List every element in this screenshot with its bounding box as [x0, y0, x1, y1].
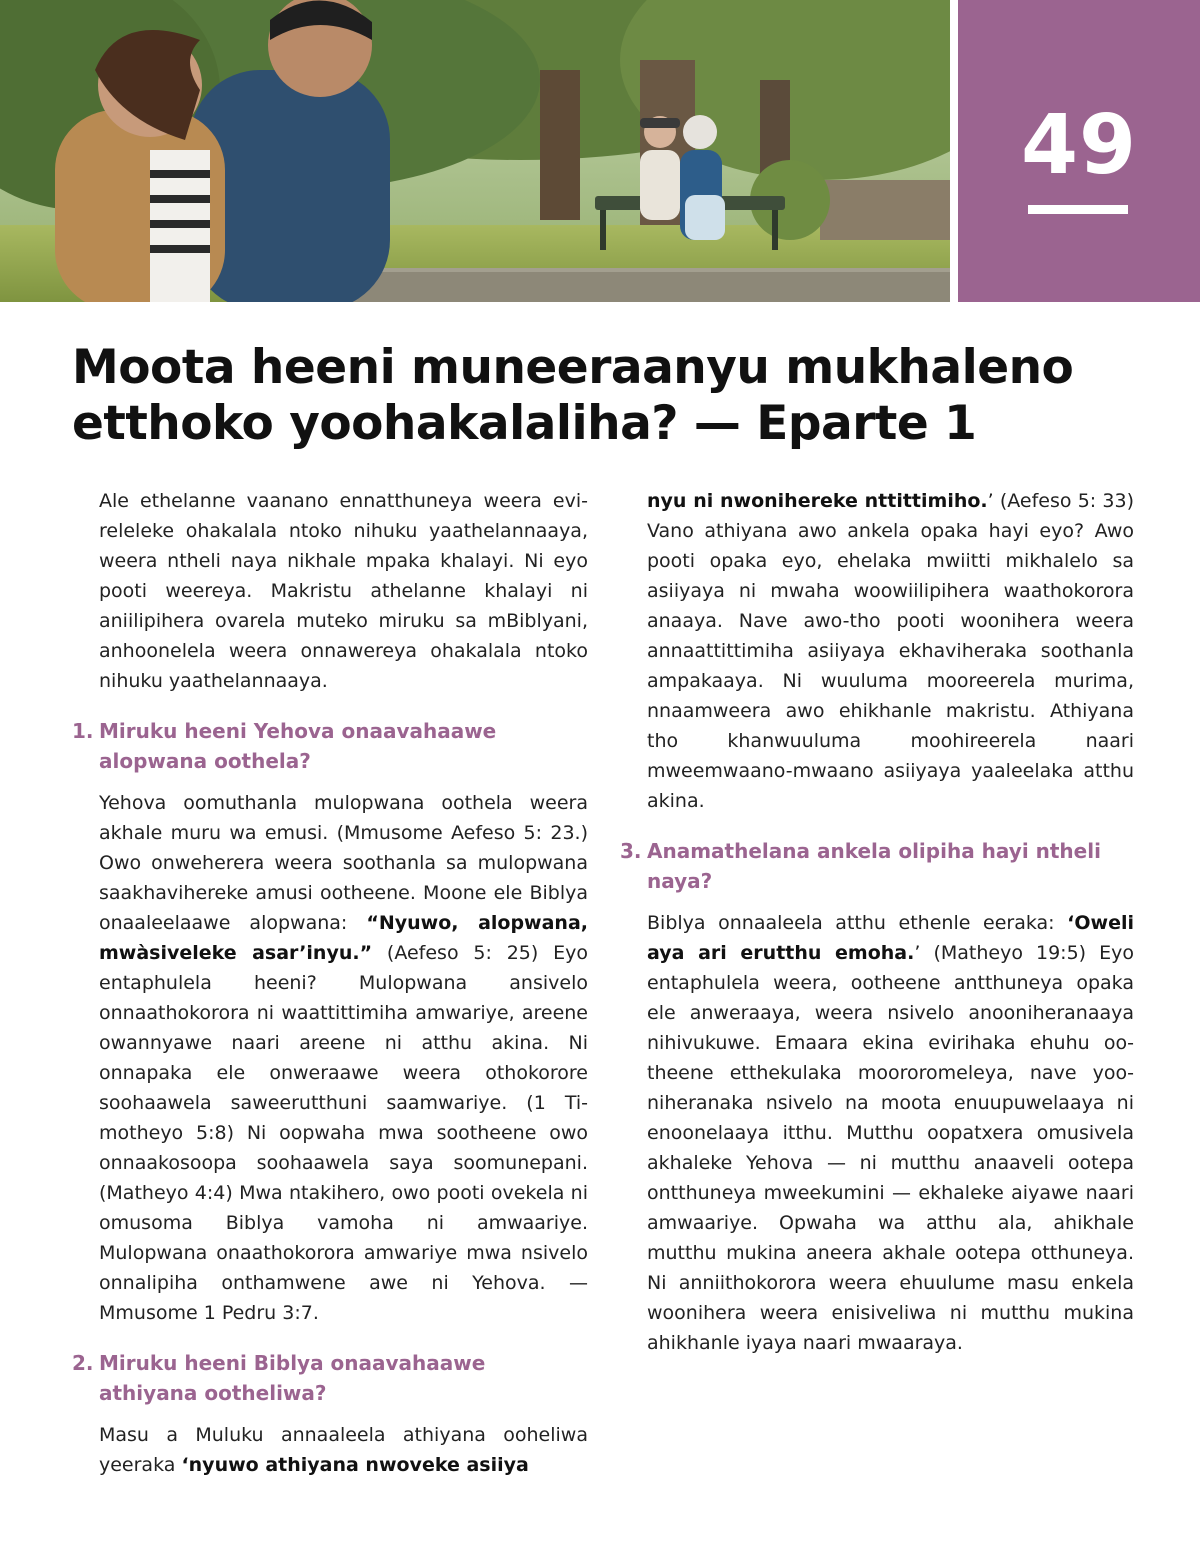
answer-emphasis: ‘Oweli aya ari erutthu emoha. — [647, 912, 1134, 964]
answer-paragraph-2-continued — [620, 486, 1134, 816]
question-2 — [72, 1348, 588, 1408]
page-title: Moota heeni muneeraanyu mukhaleno etthoko yoohakalaliha? — Eparte 1 — [72, 340, 1074, 451]
question-number: 2. — [72, 1351, 94, 1375]
question-3 — [620, 836, 1134, 896]
lesson-number: 49 — [1020, 98, 1138, 193]
answer-paragraph-1 — [72, 788, 588, 1328]
intro-paragraph — [72, 486, 588, 696]
question-1 — [72, 716, 588, 776]
answer-text: (Aefeso 5: 25) Eyo entaphulela heeni? Mulopwana ansivelo onnaathokorora ni waattittimiha amwariye, areene owannyawe naari areene ni atthu akina. Ni onnapaka ele onweraawe weera othokorore soohaawela saweerutthuni saamwariye. (1 Timotheyo 5:8) Ni oopwaha mwa sootheene owo onnaakosoopa soohaawela saya soomunepani. (Matheyo 4:4) Mwa ntakihero, owo pooti ovekela ni omusoma Biblya vamoha ni amwaariye. Mulopwana onaathokorora amwariye mwa nsivelo onnalipiha onthamwene awe ni Yehova. — Mmusome 1 Pedru 3:7. — [99, 942, 588, 1324]
intro-text: Ale ethelanne vaanano ennatthuneya weera evireleleke ohakalala ntoko nihuku yaathelannaaya, weera ntheli naya nikhale mpaka khalayi. Ni eyo pooti weereya. Makristu athelanne khalayi ni aniilipihera ovarela muteko miruku sa mBiblyani, anhoonelela weera onnawereya ohakalala ntoko nihuku yaathelannaaya. — [99, 490, 588, 692]
right-column — [620, 486, 1134, 1358]
question-heading: Anamathelana ankela olipiha hayi ntheli naya? — [647, 839, 1101, 893]
answer-emphasis: nyu ni nwonihereke nttittimiho. — [647, 490, 988, 512]
answer-text: ’ (Aefeso 5: 33) Vano athiyana awo ankela opaka hayi eyo? Awo pooti opaka eyo, ehelaka mwiitti mikhalelo sa asiiyaya ni mwaha woowiilipihera waathokorora anaaya. Nave awo-tho pooti woonihera weera annaattittimiha asiiyaya ekhaviheraka soothanla ampakaaya. Ni wuuluma mooreerela murima, nnaamweera awo ehikhanle makristu. Athiyana tho khanwuuluma moohireerela naari mweemwaano-mwaano asiiyaya yaaleelaka atthu akina. — [647, 490, 1134, 812]
question-number: 1. — [72, 719, 94, 743]
question-number: 3. — [620, 839, 642, 863]
park-couple-photo-icon — [0, 0, 950, 302]
lesson-number-underline — [1028, 205, 1128, 214]
left-column — [72, 486, 588, 1480]
lesson-number-box — [958, 0, 1200, 302]
answer-emphasis: “Nyuwo, alopwana, mwàsiveleke asar’inyu.” — [99, 912, 588, 964]
answer-text: Masu a Muluku annaaleela athiyana ooheliwa yeeraka — [99, 1424, 588, 1476]
answer-text: Yehova oomuthanla mulopwana oothela weera akhale muru wa emusi. (Mmusome Aefeso 5: 23.) Owo onweherera weera soothanla sa mulopwana saakhavihereke amusi ootheene. Moone ele Biblya onaaleelaawe alopwana: — [99, 792, 588, 934]
answer-paragraph-2 — [72, 1420, 588, 1480]
answer-paragraph-3 — [620, 908, 1134, 1358]
answer-emphasis: ‘nyuwo athiyana nwoveke asiiya — [181, 1454, 529, 1476]
answer-text: ’ (Matheyo 19:5) Eyo entaphulela weera, ootheene antthuneya opaka ele anweraaya, weera nsivelo anooniheranaaya nihivukuwe. Emaara ekina evirihaka ehuhu ootheene etthekulaka moororomeleya, nave yooniheranaka nsivelo na moota enuupuwelaaya ni enoonelaaya itthu. Mutthu oopatxera omusivela akhaleke Yehova — ni mutthu anaaveli ootepa ontthuneya mweekumini — ekhaleke aiyawe naari amwaariye. Opwaha wa atthu ala, ahikhale mutthu mukina aneera akhale ootepa otthuneya. Ni anniithokorora weera ehuulume masu enkela woonihera weera enisiveliwa ni mutthu mukina ahikhanle iyaya naari mwaaraya. — [647, 942, 1134, 1354]
question-heading: Miruku heeni Biblya onaavahaawe athiyana ootheliwa? — [99, 1351, 486, 1405]
question-heading: Miruku heeni Yehova onaavahaawe alopwana oothela? — [99, 719, 497, 773]
hero-photo — [0, 0, 950, 302]
answer-text: Biblya onnaaleela atthu ethenle eeraka: — [647, 912, 1068, 934]
